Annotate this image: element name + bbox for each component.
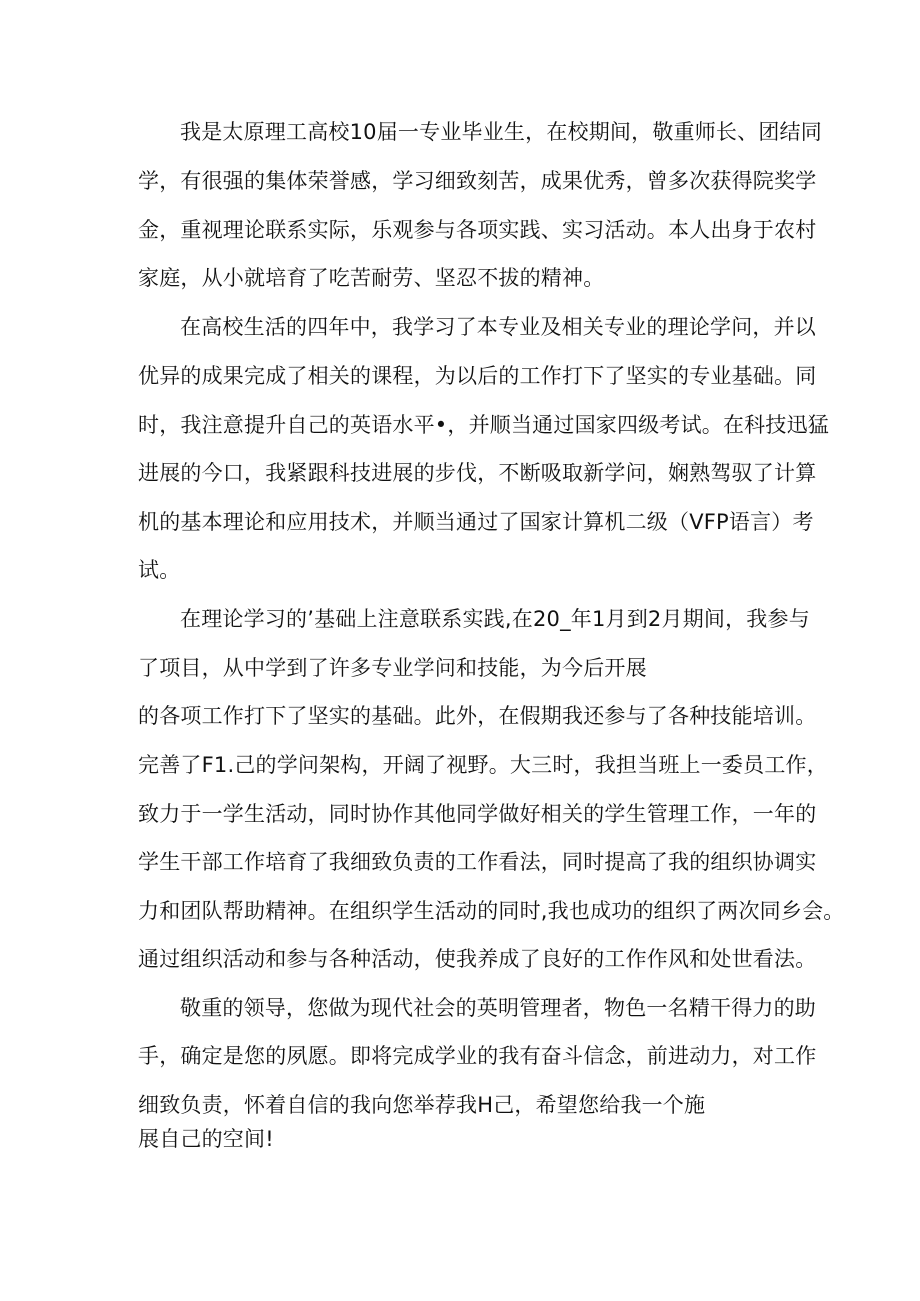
paragraph-1-line-2: 学，有很强的集体荣誉感，学习细致刻苦，成果优秀，曾多次获得院奖学 bbox=[138, 169, 817, 193]
paragraph-3-line-1: 在理论学习的’基础上注意联系实践,在20_年1月到2月期间，我参与 bbox=[180, 607, 810, 631]
paragraph-1-line-1: 我是太原理工高校10届一专业毕业生，在校期间，敬重师长、团结同 bbox=[180, 120, 822, 144]
paragraph-3-line-4: 完善了F1.己的学问架构，开阔了视野。大三时，我担当班上一委员工作， bbox=[138, 753, 828, 777]
paragraph-2-line-2: 优异的成果完成了相关的课程，为以后的工作打下了坚实的专业基础。同 bbox=[138, 364, 817, 388]
paragraph-3-line-2: 了项目，从中学到了许多专业学问和技能，为今后开展 bbox=[138, 656, 647, 680]
paragraph-4-line-4: 展自己的空间! bbox=[138, 1127, 274, 1151]
paragraph-2-line-1: 在高校生活的四年中，我学习了本专业及相关专业的理论学问，并以 bbox=[180, 315, 816, 339]
paragraph-3-line-6: 学生干部工作培育了我细致负责的工作看法，同时提高了我的组织协调实 bbox=[138, 850, 817, 874]
paragraph-4-line-3: 细致负责，怀着自信的我向您举荐我H己，希望您给我一个施 bbox=[138, 1093, 706, 1117]
paragraph-1-line-3: 金，重视理论联系实际，乐观参与各项实践、实习活动。本人出身于农村 bbox=[138, 218, 817, 242]
paragraph-3-line-7: 力和团队帮助精神。在组织学生活动的同时,我也成功的组织了两次同乡会。 bbox=[138, 899, 845, 923]
paragraph-4-line-1: 敬重的领导，您做为现代社会的英明管理者，物色一名精干得力的助 bbox=[180, 996, 816, 1020]
paragraph-4-line-2: 手，确定是您的夙愿。即将完成学业的我有奋斗信念，前进动力，对工作 bbox=[138, 1044, 817, 1068]
paragraph-3-line-3: 的各项工作打下了坚实的基础。此外，在假期我还参与了各种技能培训。 bbox=[138, 704, 817, 728]
paragraph-3-line-8: 通过组织活动和参与各种活动，使我养成了良好的工作作风和处世看法。 bbox=[138, 947, 817, 971]
paragraph-2-line-4: 进展的今口，我紧跟科技进展的步伐，不断吸取新学问，娴熟驾驭了计算 bbox=[138, 461, 817, 485]
paragraph-2-line-5: 机的基本理论和应用技术，并顺当通过了国家计算机二级（VFP语言）考 bbox=[138, 510, 814, 534]
paragraph-2-line-6: 试。 bbox=[138, 558, 181, 582]
paragraph-2-line-3: 时，我注意提升自己的英语水平•，并顺当通过国家四级考试。在科技迅猛 bbox=[138, 413, 829, 437]
paragraph-1-line-4: 家庭，从小就培育了吃苦耐劳、坚忍不拔的精神。 bbox=[138, 266, 605, 290]
paragraph-3-line-5: 致力于一学生活动，同时协作其他同学做好相关的学生管理工作，一年的 bbox=[138, 802, 817, 826]
